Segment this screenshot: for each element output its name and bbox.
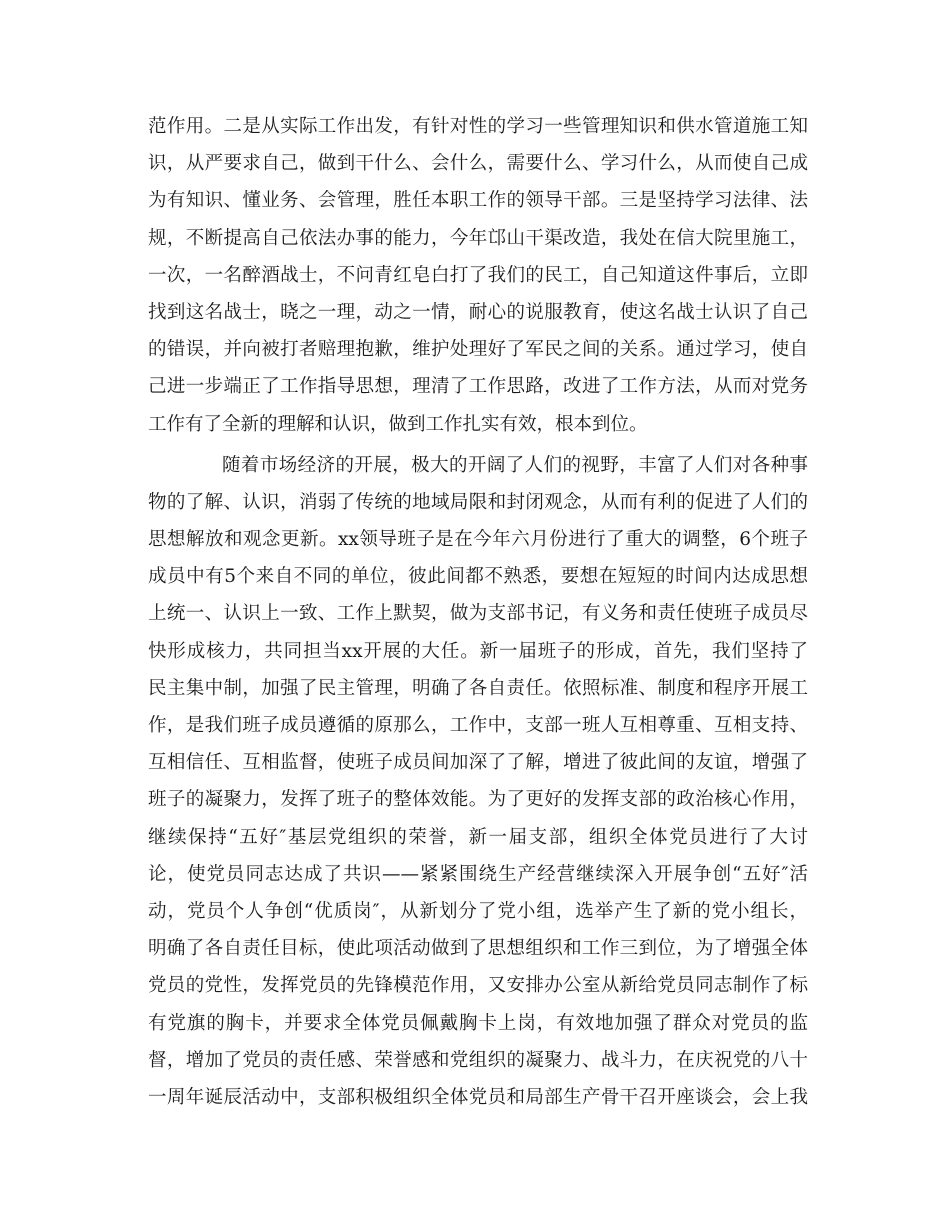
text-line: 识，从严要求自己，做到干什么、会什么，需要什么、学习什么，从而使自己成 [148,153,808,175]
text-line: 督，增加了党员的责任感、荣誉感和党组织的凝聚力、战斗力，在庆祝党的八十 [148,1049,808,1071]
text-line: 一次，一名醉酒战士，不问青红皂白打了我们的民工，自己知道这件事后，立即 [148,264,808,286]
document-body [148,108,808,1116]
paragraph-2 [148,447,808,1116]
text-line: 一周年诞辰活动中，支部积极组织全体党员和局部生产骨干召开座谈会，会上我 [148,1086,808,1108]
text-line: 工作有了全新的理解和认识，做到工作扎实有效，根本到位。 [148,413,648,435]
text-line: 作，是我们班子成员遵循的原那么，工作中，支部一班人互相尊重、互相支持、 [148,715,808,736]
text-line: 党员的党性，发挥党员的先锋模范作用，又安排办公室从新给党员同志制作了标 [148,975,808,997]
text-line: 动，党员个人争创“优质岗″，从新划分了党小组，选举产生了新的党小组长， [148,900,808,922]
text-line: 己进一步端正了工作指导思想，理清了工作思路，改进了工作方法，从而对党务 [148,376,808,398]
text-line: 论，使党员同志达成了共识——紧紧围绕生产经营继续深入开展争创“五好″活 [148,863,808,885]
text-line: 规，不断提高自己依法办事的能力，今年邙山干渠改造，我处在信大院里施工， [148,227,808,249]
text-line: 上统一、认识上一致、工作上默契，做为支部书记，有义务和责任使班子成员尽 [148,603,808,625]
paragraph-1 [148,108,808,443]
text-line: 范作用。二是从实际工作出发，有针对性的学习一些管理知识和供水管道施工知 [148,116,808,137]
text-line: 思想解放和观念更新。xx领导班子是在今年六月份进行了重大的调整，6个班子 [148,529,808,551]
text-line: 明确了各自责任目标，使此项活动做到了思想组织和工作三到位，为了增强全体 [148,938,808,960]
text-line: 找到这名战士，晓之一理，动之一情，耐心的说服教育，使这名战士认识了自己 [148,301,808,323]
text-line: 民主集中制，加强了民主管理，明确了各自责任。依照标准、制度和程序开展工 [148,677,808,699]
text-line: 有党旗的胸卡，并要求全体党员佩戴胸卡上岗，有效地加强了群众对党员的监 [148,1012,808,1034]
text-line: 的错误，并向被打者赔理抱歉，维护处理好了军民之间的关系。通过学习，使自 [148,339,808,361]
text-line: 成员中有5个来自不同的单位，彼此间都不熟悉，要想在短短的时间内达成思想 [148,566,808,588]
text-line: 班子的凝聚力，发挥了班子的整体效能。为了更好的发挥支部的政治核心作用， [148,789,808,811]
text-line: 随着市场经济的开展，极大的开阔了人们的视野，丰富了人们对各种事 [222,454,808,476]
text-line: 继续保持“五好″基层党组织的荣誉，新一届支部，组织全体党员进行了大讨 [148,826,808,848]
text-line: 为有知识、懂业务、会管理，胜任本职工作的领导干部。三是坚持学习法律、法 [148,190,808,212]
text-line: 物的了解、认识，消弱了传统的地域局限和封闭观念，从而有利的促进了人们的 [148,491,808,513]
text-line: 互相信任、互相监督，使班子成员间加深了了解，增进了彼此间的友谊，增强了 [148,752,808,774]
text-line: 快形成核力，共同担当xx开展的大任。新一届班子的形成，首先，我们坚持了 [148,640,808,662]
